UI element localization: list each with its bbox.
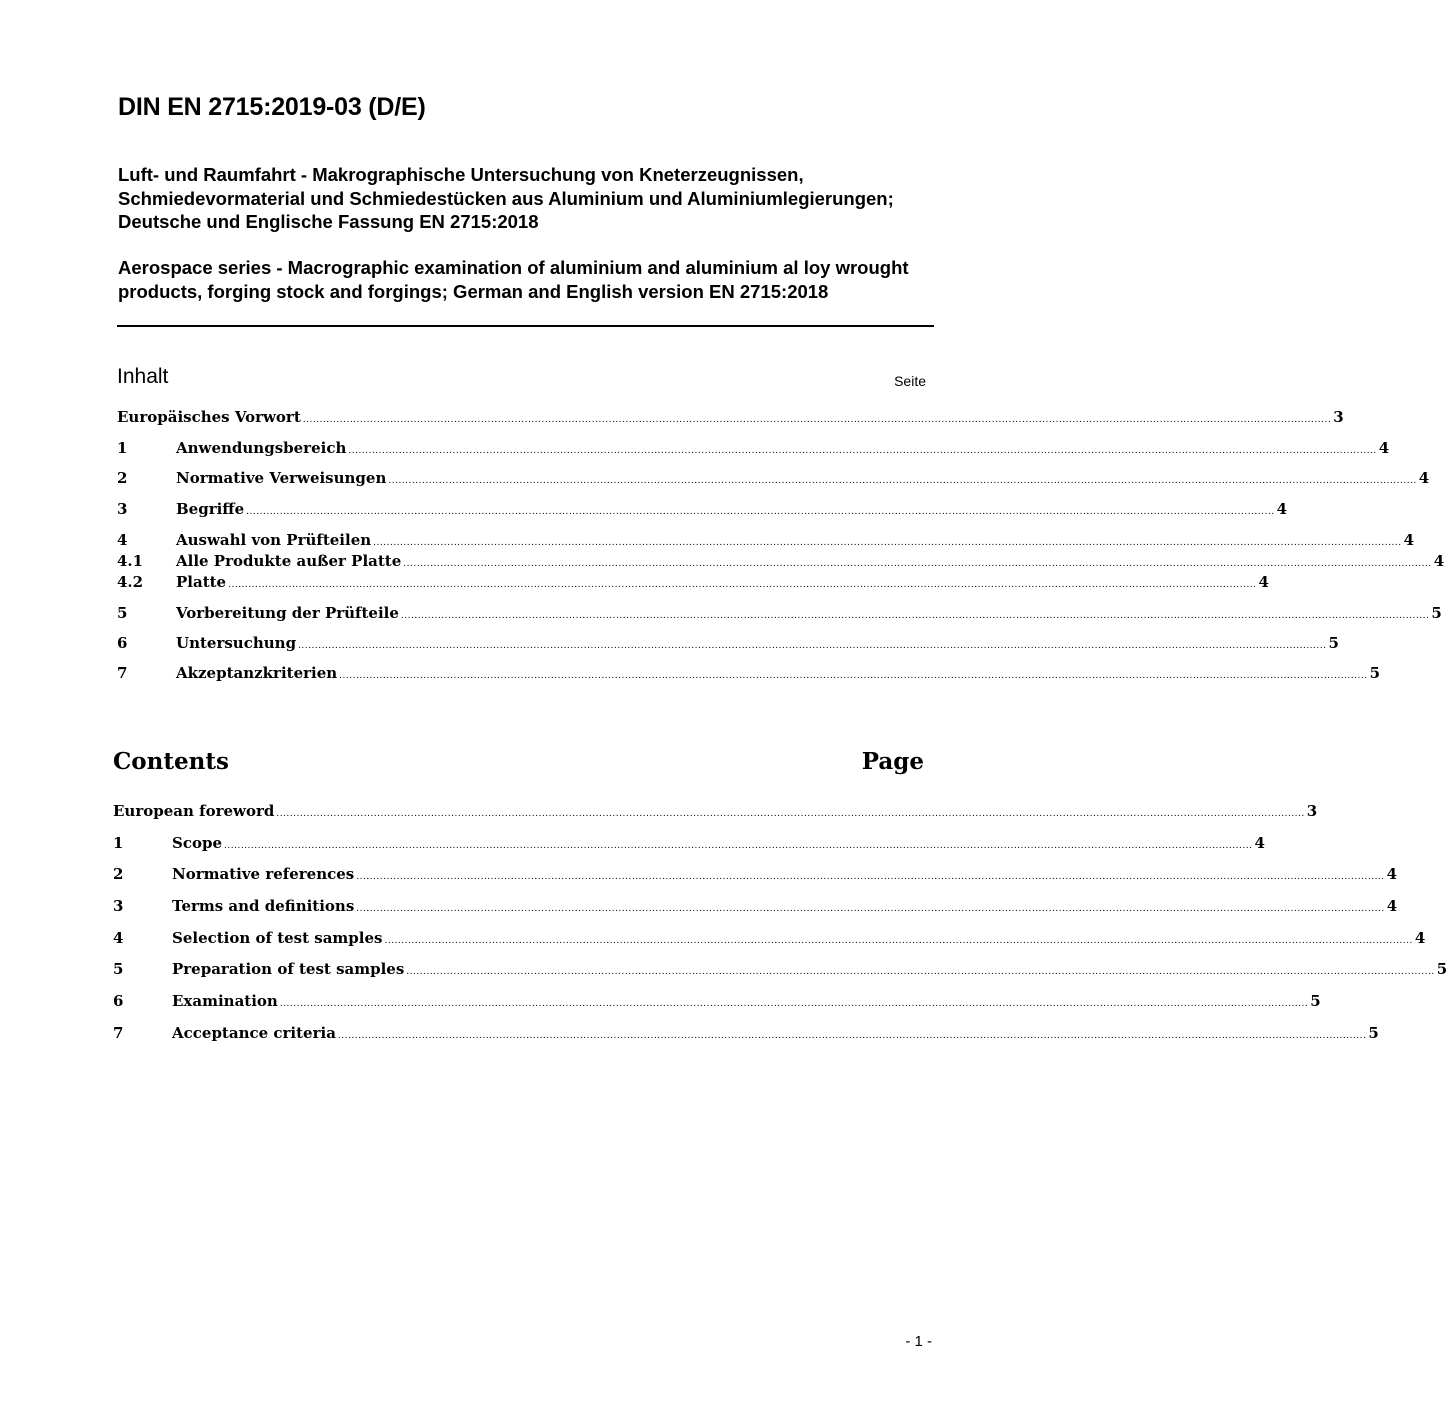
toc-leader-dots: .................................................................................................................................................................................................................................................................................................................. <box>403 559 1432 569</box>
toc-entry-page: 3 <box>1306 802 1318 820</box>
toc-leader-dots: .................................................................................................................................................................................................................................................................................................................. <box>276 809 1305 819</box>
toc-entry-page: 4 <box>1254 834 1265 852</box>
toc-entry-number: 2 <box>113 865 124 883</box>
toc-entry-title: European foreword <box>113 802 275 820</box>
toc-leader-dots: .................................................................................................................................................................................................................................................................................................................. <box>348 446 1377 456</box>
toc-entry-title: Acceptance criteria <box>172 1024 336 1042</box>
toc-leader-dots: .................................................................................................................................................................................................................................................................................................................. <box>246 507 1275 517</box>
toc-entry-page: 5 <box>1328 634 1339 652</box>
title-german: Luft- und Raumfahrt - Makrographische Untersuchung von Kneterzeugnissen, Schmiedevormaterial und Schmiedestücken aus Aluminium und Aluminiumlegierungen; Deutsche und Englische Fassung EN 2715:2018 <box>118 164 894 232</box>
toc-entry[interactable] <box>113 992 1321 1012</box>
toc-leader-dots: .................................................................................................................................................................................................................................................................................................................. <box>224 841 1253 851</box>
toc-entry[interactable] <box>117 552 1445 572</box>
toc-entry-number: 5 <box>113 960 124 978</box>
toc-entry[interactable] <box>113 929 1426 949</box>
toc-leader-dots: .................................................................................................................................................................................................................................................................................................................. <box>298 641 1327 651</box>
toc-entry-title: Akzeptanzkriterien <box>176 664 338 682</box>
toc-leader-dots: .................................................................................................................................................................................................................................................................................................................. <box>339 671 1368 681</box>
toc-entry-page: 5 <box>1310 992 1321 1010</box>
toc-entry-title: Vorbereitung der Prüfteile <box>176 604 399 622</box>
toc-entry-page: 4 <box>1386 897 1398 915</box>
toc-entry[interactable] <box>113 1024 1379 1044</box>
toc-entry[interactable] <box>117 500 1288 520</box>
toc-entry-number: 4 <box>113 929 124 947</box>
toc-entry-title: Untersuchung <box>176 634 297 652</box>
toc-en-page-label: Page <box>861 748 924 775</box>
toc-entry[interactable] <box>113 802 1318 822</box>
document-title: DIN EN 2715:2019-03 (D/E) <box>118 93 426 121</box>
toc-leader-dots: .................................................................................................................................................................................................................................................................................................................. <box>356 904 1385 914</box>
toc-leader-dots: .................................................................................................................................................................................................................................................................................................................. <box>388 476 1417 486</box>
toc-entry-number: 3 <box>117 500 128 518</box>
toc-leader-dots: .................................................................................................................................................................................................................................................................................................................. <box>337 1031 1367 1041</box>
toc-de-heading: Inhalt <box>117 365 169 388</box>
toc-entry-title: Terms and definitions <box>172 897 355 915</box>
toc-entry-title: Europäisches Vorwort <box>117 408 301 426</box>
page-number: - 1 - <box>905 1333 932 1350</box>
toc-entry-title: Platte <box>176 573 227 591</box>
toc-entry-number: 3 <box>113 897 124 915</box>
toc-entry-title: Preparation of test samples <box>172 960 405 978</box>
toc-entry[interactable] <box>113 897 1398 917</box>
toc-entry-page: 5 <box>1368 1024 1379 1042</box>
toc-de-page-label: Seite <box>894 373 926 389</box>
toc-entry-title: Begriffe <box>176 500 245 518</box>
toc-entry-number: 4.2 <box>117 573 144 591</box>
toc-entry-page: 4 <box>1378 439 1390 457</box>
toc-entry-page: 5 <box>1436 960 1447 978</box>
toc-entry[interactable] <box>117 634 1339 654</box>
toc-entry[interactable] <box>113 865 1398 885</box>
toc-leader-dots: .................................................................................................................................................................................................................................................................................................................. <box>228 580 1257 590</box>
toc-entry-number: 7 <box>117 664 128 682</box>
toc-entry-number: 7 <box>113 1024 124 1042</box>
toc-entry-number: 4 <box>117 531 128 549</box>
toc-entry-page: 3 <box>1333 408 1344 426</box>
toc-entry[interactable] <box>117 469 1430 489</box>
toc-leader-dots: .................................................................................................................................................................................................................................................................................................................. <box>373 538 1402 548</box>
toc-entry[interactable] <box>117 439 1390 459</box>
toc-entry[interactable] <box>117 408 1344 428</box>
toc-leader-dots: .................................................................................................................................................................................................................................................................................................................. <box>406 967 1435 977</box>
toc-entry-title: Auswahl von Prüfteilen <box>176 531 372 549</box>
toc-entry-number: 1 <box>113 834 124 852</box>
toc-entry-title: Alle Produkte außer Platte <box>176 552 402 570</box>
toc-entry-title: Selection of test samples <box>172 929 383 947</box>
toc-entry-page: 4 <box>1386 865 1398 883</box>
toc-entry[interactable] <box>117 664 1381 684</box>
toc-entry-number: 5 <box>117 604 128 622</box>
title-divider <box>117 325 934 327</box>
toc-entry-title: Examination <box>172 992 278 1010</box>
toc-entry[interactable] <box>117 531 1415 551</box>
toc-leader-dots: .................................................................................................................................................................................................................................................................................................................. <box>356 872 1385 882</box>
toc-entry-page: 5 <box>1431 604 1442 622</box>
toc-entry-page: 4 <box>1403 531 1415 549</box>
title-english: Aerospace series - Macrographic examination of aluminium and aluminium al loy wrought products, forging stock and forgings; German and English version EN 2715:2018 <box>118 257 909 302</box>
toc-en-heading: Contents <box>113 748 229 775</box>
toc-entry-page: 4 <box>1418 469 1430 487</box>
toc-entry-title: Normative references <box>172 865 355 883</box>
toc-entry-title: Anwendungsbereich <box>176 439 347 457</box>
toc-leader-dots: .................................................................................................................................................................................................................................................................................................................. <box>279 999 1309 1009</box>
toc-entry-number: 4.1 <box>117 552 144 570</box>
toc-leader-dots: .................................................................................................................................................................................................................................................................................................................. <box>384 936 1413 946</box>
toc-entry-number: 1 <box>117 439 128 457</box>
toc-entry-page: 4 <box>1258 573 1269 591</box>
toc-entry[interactable] <box>117 573 1269 593</box>
toc-entry[interactable] <box>117 604 1442 624</box>
toc-leader-dots: .................................................................................................................................................................................................................................................................................................................. <box>400 611 1430 621</box>
toc-entry-title: Normative Verweisungen <box>176 469 387 487</box>
toc-entry-page: 4 <box>1433 552 1445 570</box>
toc-entry[interactable] <box>113 834 1265 854</box>
toc-entry-page: 4 <box>1276 500 1288 518</box>
toc-entry-number: 2 <box>117 469 128 487</box>
toc-entry-page: 4 <box>1414 929 1426 947</box>
toc-entry-title: Scope <box>172 834 223 852</box>
toc-entry-number: 6 <box>117 634 128 652</box>
toc-entry-page: 5 <box>1369 664 1381 682</box>
toc-entry-number: 6 <box>113 992 124 1010</box>
toc-entry[interactable] <box>113 960 1447 980</box>
toc-leader-dots: .................................................................................................................................................................................................................................................................................................................. <box>302 415 1332 425</box>
